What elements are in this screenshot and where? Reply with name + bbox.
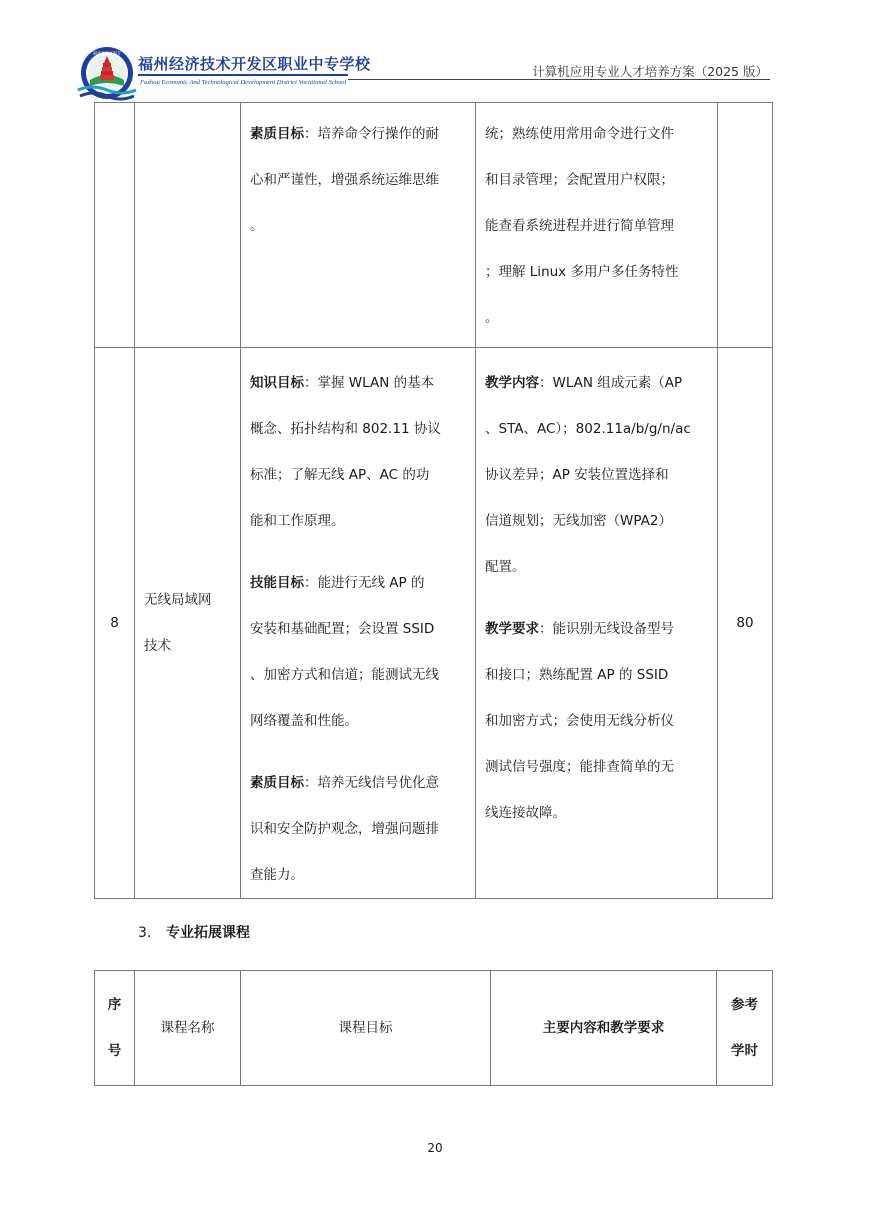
hours-cell <box>718 103 773 348</box>
text-line: 和接口；熟练配置 AP 的 SSID <box>485 667 669 683</box>
content-cell <box>476 348 718 899</box>
text-line: 测试信号强度；能排查简单的无 <box>485 759 674 775</box>
header-number <box>95 971 135 1086</box>
quality-objective <box>250 760 466 898</box>
section-heading <box>138 922 250 942</box>
course-name-cell <box>135 103 241 348</box>
objectives-cell <box>241 348 476 899</box>
text-line: 无线局域网 <box>144 592 212 608</box>
text-line: 教学内容：WLAN 组成元素（AP <box>485 375 683 391</box>
document-title: 计算机应用专业人才培养方案（2025 版） <box>532 64 768 79</box>
text-line: 参考 <box>731 997 758 1013</box>
header-rule-blue <box>138 74 348 76</box>
skill-objective <box>250 560 466 744</box>
course-name-cell <box>135 348 241 899</box>
table-row <box>95 103 773 348</box>
text-line: 概念、拓扑结构和 802.11 协议 <box>250 421 441 437</box>
school-name-cn: 福州经济技术开发区职业中专学校 <box>138 55 371 73</box>
header-objectives: 课程目标 <box>241 971 491 1086</box>
text-line: 心和严谨性，增强系统运维思维 <box>250 172 439 188</box>
teaching-requirements <box>485 606 708 836</box>
text-line: 识和安全防护观念，增强问题排 <box>250 821 439 837</box>
objectives-cell <box>241 103 476 348</box>
text-line: 信道规划；无线加密（WPA2） <box>485 513 672 529</box>
text-line: 能和工作原理。 <box>250 513 345 529</box>
logo-lettering: 福州开发区职专 <box>93 50 121 56</box>
text-line: 网络覆盖和性能。 <box>250 713 358 729</box>
header-course-name: 课程名称 <box>135 971 241 1086</box>
text-line: 标准；了解无线 AP、AC 的功 <box>250 467 430 483</box>
text-line: 、STA、AC）；802.11a/b/g/n/ac <box>485 421 691 437</box>
text-line: 序 <box>107 997 122 1013</box>
table-row <box>95 348 773 899</box>
knowledge-objective <box>250 360 466 544</box>
number-cell: 8 <box>95 348 135 899</box>
page-number: 20 <box>427 1141 443 1155</box>
text-line: ；理解 Linux 多用户多任务特性 <box>485 264 679 280</box>
header-content: 主要内容和教学要求 <box>491 971 717 1086</box>
text-line: 素质目标：培养无线信号优化意 <box>250 775 439 791</box>
hours-cell: 80 <box>718 348 773 899</box>
paragraph-gap <box>250 744 466 760</box>
text-line: 、加密方式和信道；能测试无线 <box>250 667 439 683</box>
text-line: 安装和基础配置；会设置 SSID <box>250 621 435 637</box>
section-title: 专业拓展课程 <box>166 925 250 941</box>
school-name-en: Fuzhou Economic And Technological Development District Vocational School <box>140 79 347 86</box>
school-logo <box>76 46 138 102</box>
section-number: 3. <box>138 925 152 941</box>
text-line: 教学要求：能识别无线设备型号 <box>485 621 674 637</box>
text-line: 统；熟练使用常用命令进行文件 <box>485 126 674 142</box>
text-line: 学时 <box>731 1043 758 1059</box>
quality-objective <box>250 111 466 249</box>
number-cell <box>95 103 135 348</box>
text-line: 和目录管理；会配置用户权限； <box>485 172 674 188</box>
header-hours <box>717 971 773 1086</box>
text-line: 技能目标：能进行无线 AP 的 <box>250 575 425 591</box>
text-line: 和加密方式；会使用无线分析仪 <box>485 713 674 729</box>
paragraph-gap <box>250 544 466 560</box>
teaching-content <box>485 360 708 590</box>
text-line: 能查看系统进程并进行简单管理 <box>485 218 674 234</box>
text-line: 素质目标：培养命令行操作的耐 <box>250 126 439 142</box>
text-line: 查能力。 <box>250 867 304 883</box>
text-line: 技术 <box>144 638 171 654</box>
core-course-table <box>94 102 773 899</box>
text-line: 。 <box>485 310 499 326</box>
page-header <box>0 0 870 104</box>
text-line: 线连接故障。 <box>485 805 566 821</box>
text-line: 协议差异；AP 安装位置选择和 <box>485 467 669 483</box>
text-line: 。 <box>250 218 264 234</box>
table-header-row <box>95 971 773 1086</box>
content-cell <box>476 103 718 348</box>
extension-course-table <box>94 970 773 1086</box>
text-line: 知识目标：掌握 WLAN 的基本 <box>250 375 435 391</box>
text-line: 号 <box>107 1043 122 1059</box>
text-line: 配置。 <box>485 559 526 575</box>
paragraph-gap <box>485 590 708 606</box>
